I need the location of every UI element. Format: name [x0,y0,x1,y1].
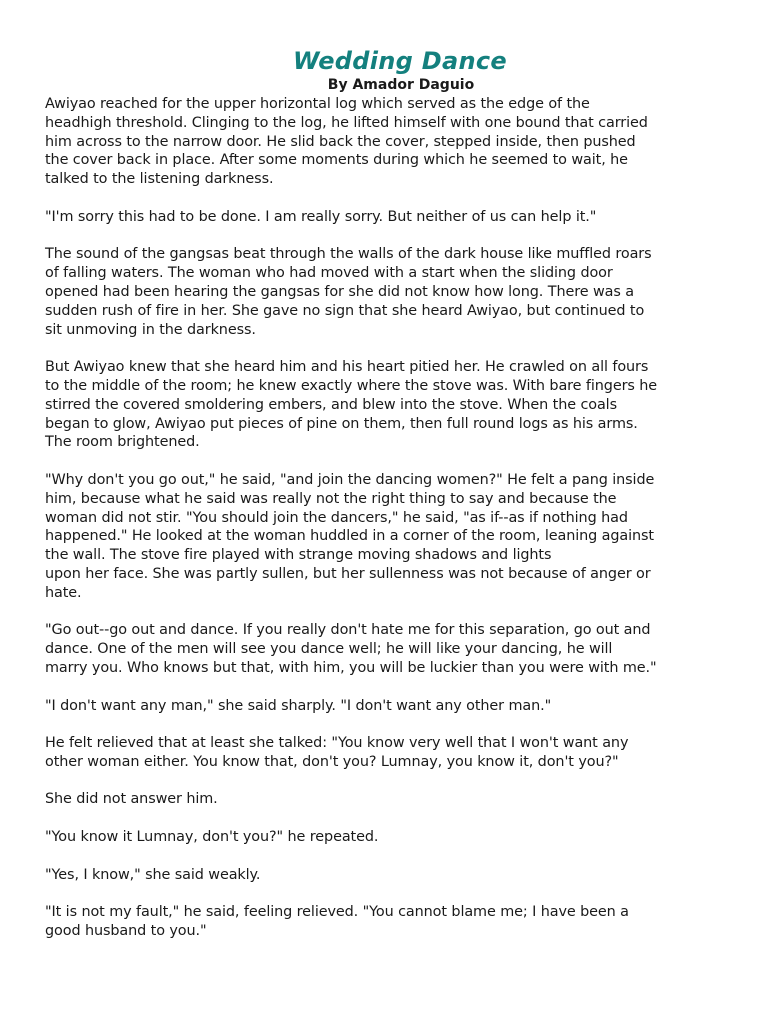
paragraph: But Awiyao knew that she heard him and his heart pitied her. He crawled on all fours to the middle of the room; he knew exactly where the stove was. With bare fingers he stirred the covered smoldering embers, and blew into the stove. When the coals began to glow, Awiyao put pieces of pine on them, then full round logs as his arms. The room brightened. [45,359,658,451]
paragraph: The sound of the gangsas beat through the walls of the dark house like muffled roars of falling waters. The woman who had moved with a start when the sliding door opened had been hearing the gangsas for she did not know how long. There was a sudden rush of fire in her. She gave no sign that she heard Awiyao, but continued to sit unmoving in the darkness. [45,246,652,338]
paragraph: She did not answer him. [45,791,218,808]
paragraph: "I'm sorry this had to be done. I am really sorry. But neither of us can help it." [45,208,597,225]
paragraph: "Why don't you go out," he said, "and join the dancing women?" He felt a pang inside him, because what he said was really not the right thing to say and because the woman did not stir. "You should join the dancers," he said, "as if--as if nothing had happened." He looked at the woman huddled in a corner of the room, leaning against the wall. The stove fire played with strange moving shadows and lights upon her face. She was partly sullen, but her sullenness was not because of anger or hate. [45,471,655,601]
document-page [45,46,725,960]
paragraph: "Go out--go out and dance. If you really don't hate me for this separation, go out and dance. One of the men will see you dance well; he will like your dancing, he will marry you. Who knows but that, with him, you will be luckier than you were with me." [45,622,657,676]
document-author: By Amador Daguio [327,77,475,93]
paragraph: "Yes, I know," she said weakly. [45,866,261,883]
paragraph: Awiyao reached for the upper horizontal log which served as the edge of the headhigh threshold. Clinging to the log, he lifted himself with one bound that carried him across to the narrow door. He slid back the cover, stepped inside, then pushed the cover back in place. After some moments during which he seemed to wait, he talked to the listening darkness. [45,96,648,188]
paragraph: "It is not my fault," he said, feeling relieved. "You cannot blame me; I have been a good husband to you." [45,904,629,940]
paragraph: "You know it Lumnay, don't you?" he repeated. [45,829,379,846]
paragraph: He felt relieved that at least she talked: "You know very well that I won't want any other woman either. You know that, don't you? Lumnay, you know it, don't you?" [45,735,629,770]
document-title: Wedding Dance [292,47,508,75]
paragraph: "I don't want any man," she said sharply. "I don't want any other man." [45,697,552,714]
